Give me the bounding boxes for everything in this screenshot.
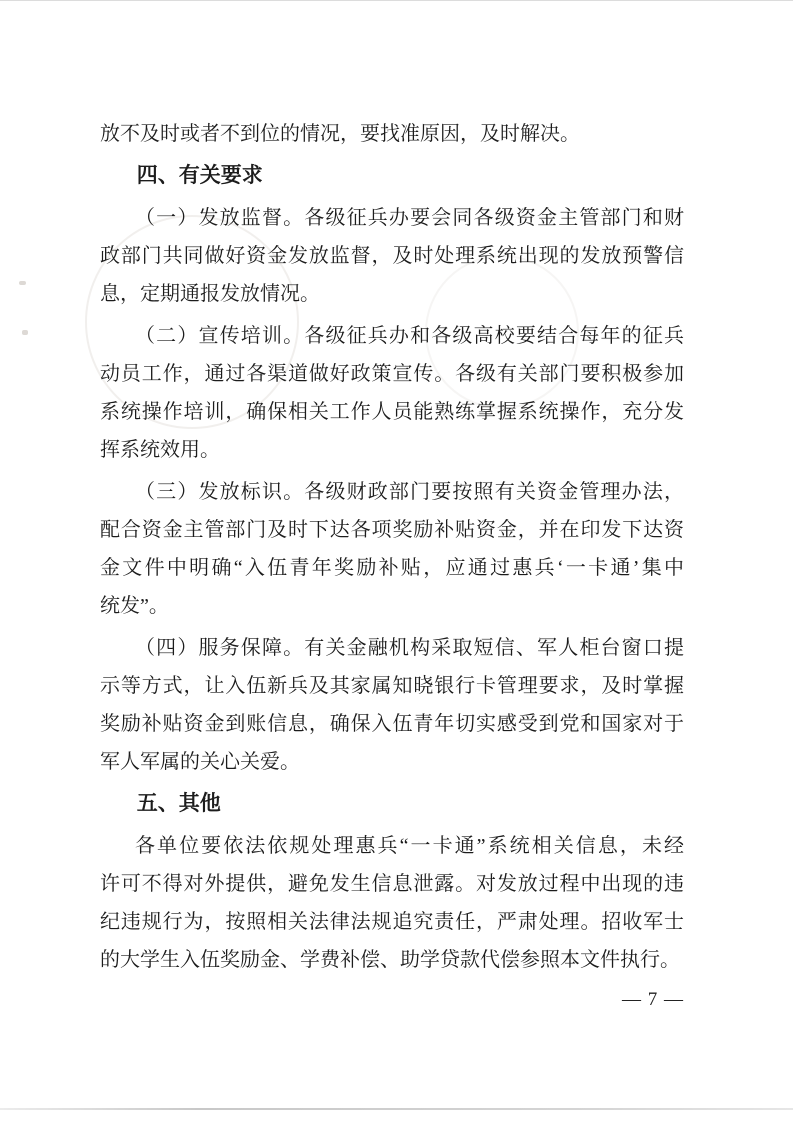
page-number: — 7 — — [622, 989, 684, 1010]
text-line: 金文件中明确“入伍青年奖励补贴，应通过惠兵‘一卡通’集中 — [100, 557, 684, 579]
text-line: 的大学生入伍奖励金、学费补偿、助学贷款代偿参照本文件执行。 — [100, 949, 680, 971]
scan-bottom-edge-line — [0, 1108, 793, 1110]
scan-speck — [22, 330, 28, 335]
section-heading: 四、有关要求 — [136, 164, 263, 187]
text-line: 纪违规行为，按照相关法律法规追究责任，严肃处理。招收军士 — [100, 911, 684, 933]
text-line: 许可不得对外提供，避免发生信息泄露。对发放过程中出现的违 — [100, 873, 684, 895]
document-body — [100, 115, 684, 979]
text-line: 动员工作，通过各渠道做好政策宣传。各级有关部门要积极参加 — [100, 363, 684, 385]
text-line: 挥系统效用。 — [100, 439, 220, 461]
text-line: （一）发放监督。各级征兵办要会同各级资金主管部门和财 — [135, 207, 684, 229]
text-line: 统发”。 — [100, 595, 169, 617]
section-heading: 五、其他 — [136, 792, 221, 815]
text-line: （二）宣传培训。各级征兵办和各级高校要结合每年的征兵 — [135, 325, 684, 347]
text-line: （三）发放标识。各级财政部门要按照有关资金管理办法， — [135, 481, 684, 503]
text-line: 配合资金主管部门及时下达各项奖励补贴资金，并在印发下达资 — [100, 519, 684, 541]
text-line: 系统操作培训，确保相关工作人员能熟练掌握系统操作，充分发 — [100, 401, 684, 423]
text-line: 息，定期通报发放情况。 — [100, 283, 320, 305]
text-line: 奖励补贴资金到账信息，确保入伍青年切实感受到党和国家对于 — [100, 713, 684, 735]
text-line: 放不及时或者不到位的情况，要找准原因，及时解决。 — [100, 123, 580, 145]
scan-top-edge-line — [0, 0, 793, 1]
text-line: 示等方式，让入伍新兵及其家属知晓银行卡管理要求，及时掌握 — [100, 675, 684, 697]
text-line: 政部门共同做好资金发放监督，及时处理系统出现的发放预警信 — [100, 245, 684, 267]
text-line: 各单位要依法依规处理惠兵“一卡通”系统相关信息，未经 — [135, 835, 684, 857]
text-line: （四）服务保障。有关金融机构采取短信、军人柜台窗口提 — [135, 637, 684, 659]
text-line: 军人军属的关心关爱。 — [100, 751, 300, 773]
scan-speck — [19, 281, 26, 285]
